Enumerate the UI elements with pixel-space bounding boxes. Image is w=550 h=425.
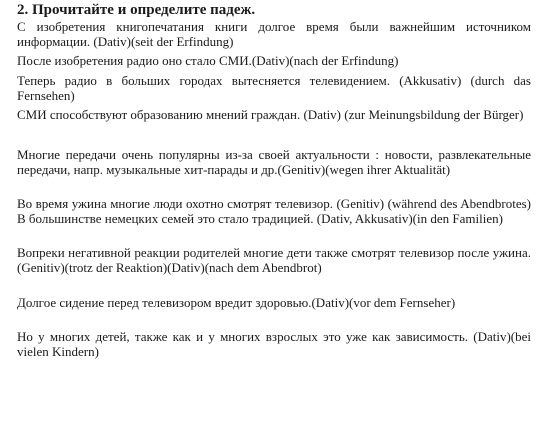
paragraph-5: Многие передачи очень популярны из-за своей актуальности : новости, развлекательные передачи, напр. музыкальные хит-парады и др.(Genitiv)(wegen ihrer Aktualität) xyxy=(17,147,531,177)
paragraph-9: Но у многих детей, также как и у многих взрослых это уже как зависимость. (Dativ)(bei vielen Kindern) xyxy=(17,329,531,359)
paragraph-4: СМИ способствуют образованию мнений граждан. (Dativ) (zur Meinungsbildung der Bürger) xyxy=(17,107,524,122)
paragraph-1: С изобретения книгопечатания книги долгое время были важнейшим источником информации. (Dativ)(seit der Erfindung) xyxy=(17,19,531,49)
paragraph-6: Во время ужина многие люди охотно смотрят телевизор. (Genitiv) (während des Abendbrotes) В большинстве немецких семей это стало традицией. (Dativ, Akkusativ)(in den Familien) xyxy=(17,196,531,226)
exercise-title: 2. Прочитайте и определите падеж. xyxy=(17,2,256,18)
paragraph-8: Долгое сидение перед телевизором вредит здоровью.(Dativ)(vor dem Fernseher) xyxy=(17,295,456,310)
paragraph-2: После изобретения радио оно стало СМИ.(Dativ)(nach der Erfindung) xyxy=(17,53,399,68)
paragraph-7: Вопреки негативной реакции родителей многие дети также смотрят телевизор после ужина. (Genitiv)(trotz der Reaktion)(Dativ)(nach dem Abendbrot) xyxy=(17,245,531,275)
paragraph-3: Теперь радио в больших городах вытесняется телевидением. (Akkusativ) (durch das Fernsehen) xyxy=(17,73,531,103)
